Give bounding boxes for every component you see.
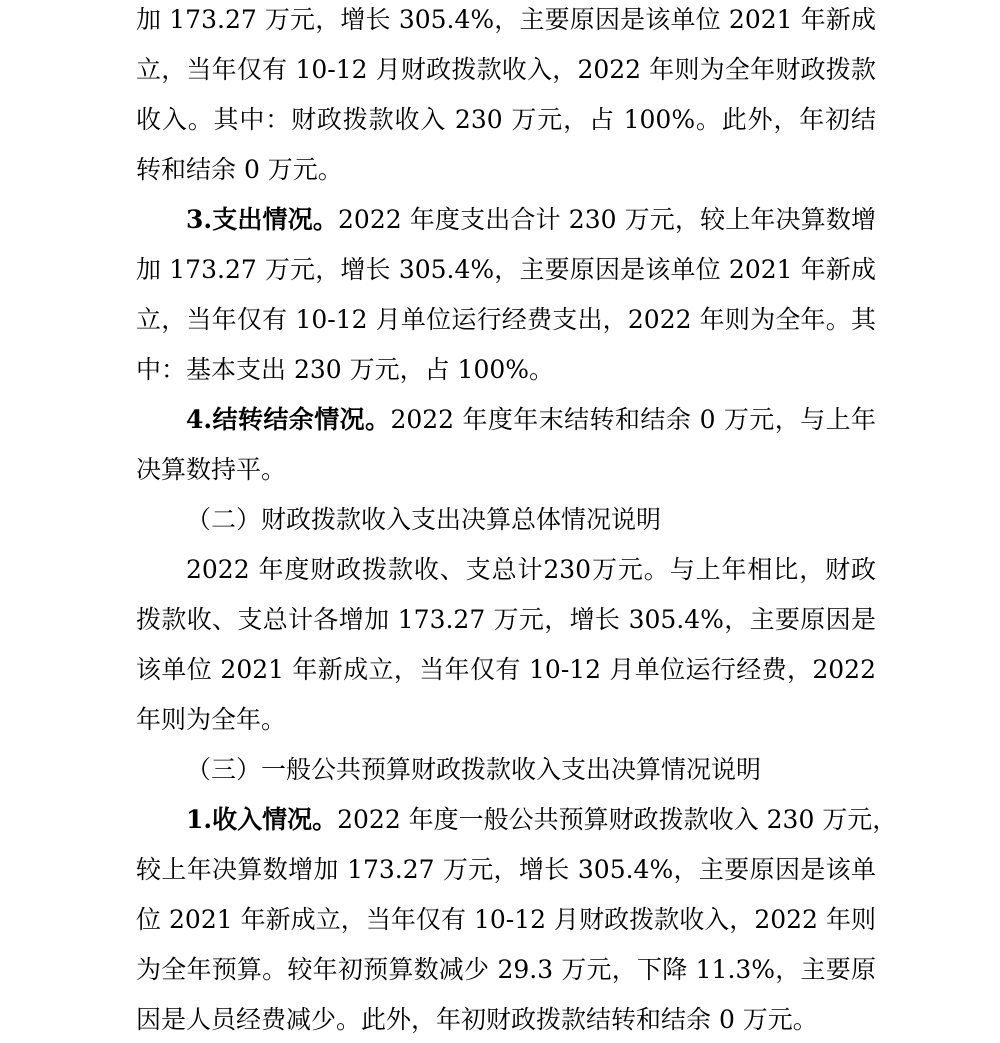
income-heading: 1.收入情况。	[186, 805, 338, 834]
section-heading-2: （二）财政拨款收入支出决算总体情况说明	[186, 505, 662, 534]
section-heading-3: （三）一般公共预算财政拨款收入支出决算情况说明	[186, 755, 762, 784]
carryover-heading-line: 4.结转结余情况。2022 年度年末结转和结余 0 万元，与上年	[186, 405, 876, 434]
paragraph-line: 位 2021 年新成立，当年仅有 10-12 月财政拨款收入，2022 年则	[136, 905, 876, 934]
paragraph-line: 较上年决算数增加 173.27 万元，增长 305.4%，主要原因是该单	[136, 855, 876, 884]
paragraph-line: 因是人员经费减少。此外，年初财政拨款结转和结余 0 万元。	[136, 1005, 818, 1034]
expenditure-heading-line: 3.支出情况。2022 年度支出合计 230 万元，较上年决算数增	[186, 205, 876, 234]
paragraph-line: 加 173.27 万元，增长 305.4%，主要原因是该单位 2021 年新成	[136, 5, 876, 34]
paragraph-line: 年则为全年。	[136, 705, 287, 734]
paragraph-line: 立，当年仅有 10-12 月单位运行经费支出，2022 年则为全年。其	[136, 305, 876, 334]
paragraph-line: 为全年预算。较年初预算数减少 29.3 万元，下降 11.3%，主要原	[136, 955, 876, 984]
paragraph-line: 转和结余 0 万元。	[136, 155, 343, 184]
carryover-heading: 4.结转结余情况。	[186, 405, 391, 434]
paragraph-line: 收入。其中：财政拨款收入 230 万元，占 100%。此外，年初结	[136, 105, 876, 134]
expenditure-heading: 3.支出情况。	[186, 205, 339, 234]
paragraph-line: 中：基本支出 230 万元，占 100%。	[136, 355, 555, 384]
income-heading-line: 1.收入情况。2022 年度一般公共预算财政拨款收入 230 万元，	[186, 805, 898, 834]
paragraph-line: 该单位 2021 年新成立，当年仅有 10-12 月单位运行经费，2022	[136, 655, 876, 684]
paragraph-line: 立，当年仅有 10-12 月财政拨款收入，2022 年则为全年财政拨款	[136, 55, 876, 84]
paragraph-line: 拨款收、支总计各增加 173.27 万元，增长 305.4%，主要原因是	[136, 605, 876, 634]
paragraph-line: 加 173.27 万元，增长 305.4%，主要原因是该单位 2021 年新成	[136, 255, 876, 284]
paragraph-line: 2022 年度财政拨款收、支总计230万元。与上年相比，财政	[186, 555, 876, 584]
paragraph-line: 决算数持平。	[136, 455, 287, 484]
